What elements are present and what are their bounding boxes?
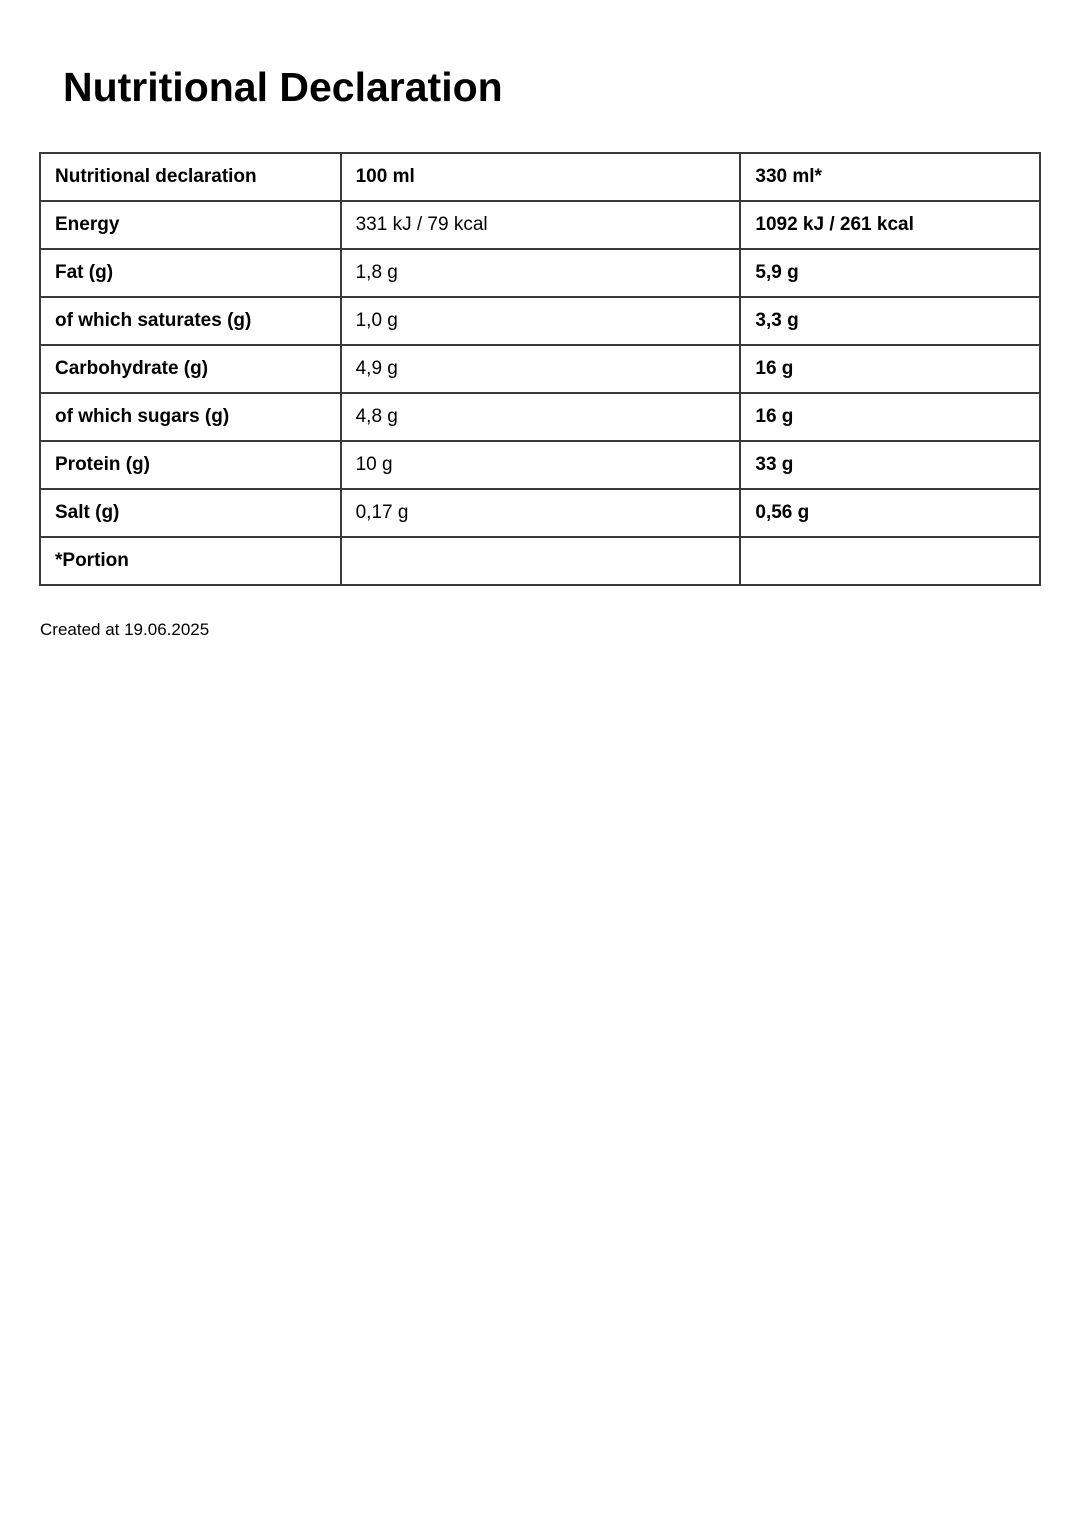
row-value-100ml: 10 g [341,441,741,489]
row-value-100ml [341,537,741,585]
row-label: Energy [40,201,341,249]
row-label: of which sugars (g) [40,393,341,441]
row-value-330ml: 5,9 g [740,249,1040,297]
row-value-100ml: 1,8 g [341,249,741,297]
row-value-330ml: 33 g [740,441,1040,489]
header-cell-label: Nutritional declaration [40,153,341,201]
row-label: Protein (g) [40,441,341,489]
table-header-row [40,153,1040,201]
header-cell-330ml: 330 ml* [740,153,1040,201]
row-label: Carbohydrate (g) [40,345,341,393]
table-row [40,201,1040,249]
row-value-330ml: 16 g [740,393,1040,441]
row-label: of which saturates (g) [40,297,341,345]
page-title: Nutritional Declaration [63,64,503,110]
row-value-330ml: 16 g [740,345,1040,393]
row-label: Fat (g) [40,249,341,297]
table-row [40,393,1040,441]
table-row [40,249,1040,297]
table-row [40,297,1040,345]
table-row [40,345,1040,393]
table-row [40,489,1040,537]
row-value-330ml [740,537,1040,585]
row-value-330ml: 3,3 g [740,297,1040,345]
row-value-100ml: 4,9 g [341,345,741,393]
row-label: Salt (g) [40,489,341,537]
row-label: *Portion [40,537,341,585]
row-value-100ml: 0,17 g [341,489,741,537]
row-value-330ml: 0,56 g [740,489,1040,537]
header-cell-100ml: 100 ml [341,153,741,201]
nutrition-table [39,152,1041,586]
row-value-100ml: 331 kJ / 79 kcal [341,201,741,249]
created-date-note: Created at 19.06.2025 [40,620,210,639]
table-row [40,441,1040,489]
row-value-330ml: 1092 kJ / 261 kcal [740,201,1040,249]
row-value-100ml: 1,0 g [341,297,741,345]
table-row-portion-note [40,537,1040,585]
row-value-100ml: 4,8 g [341,393,741,441]
